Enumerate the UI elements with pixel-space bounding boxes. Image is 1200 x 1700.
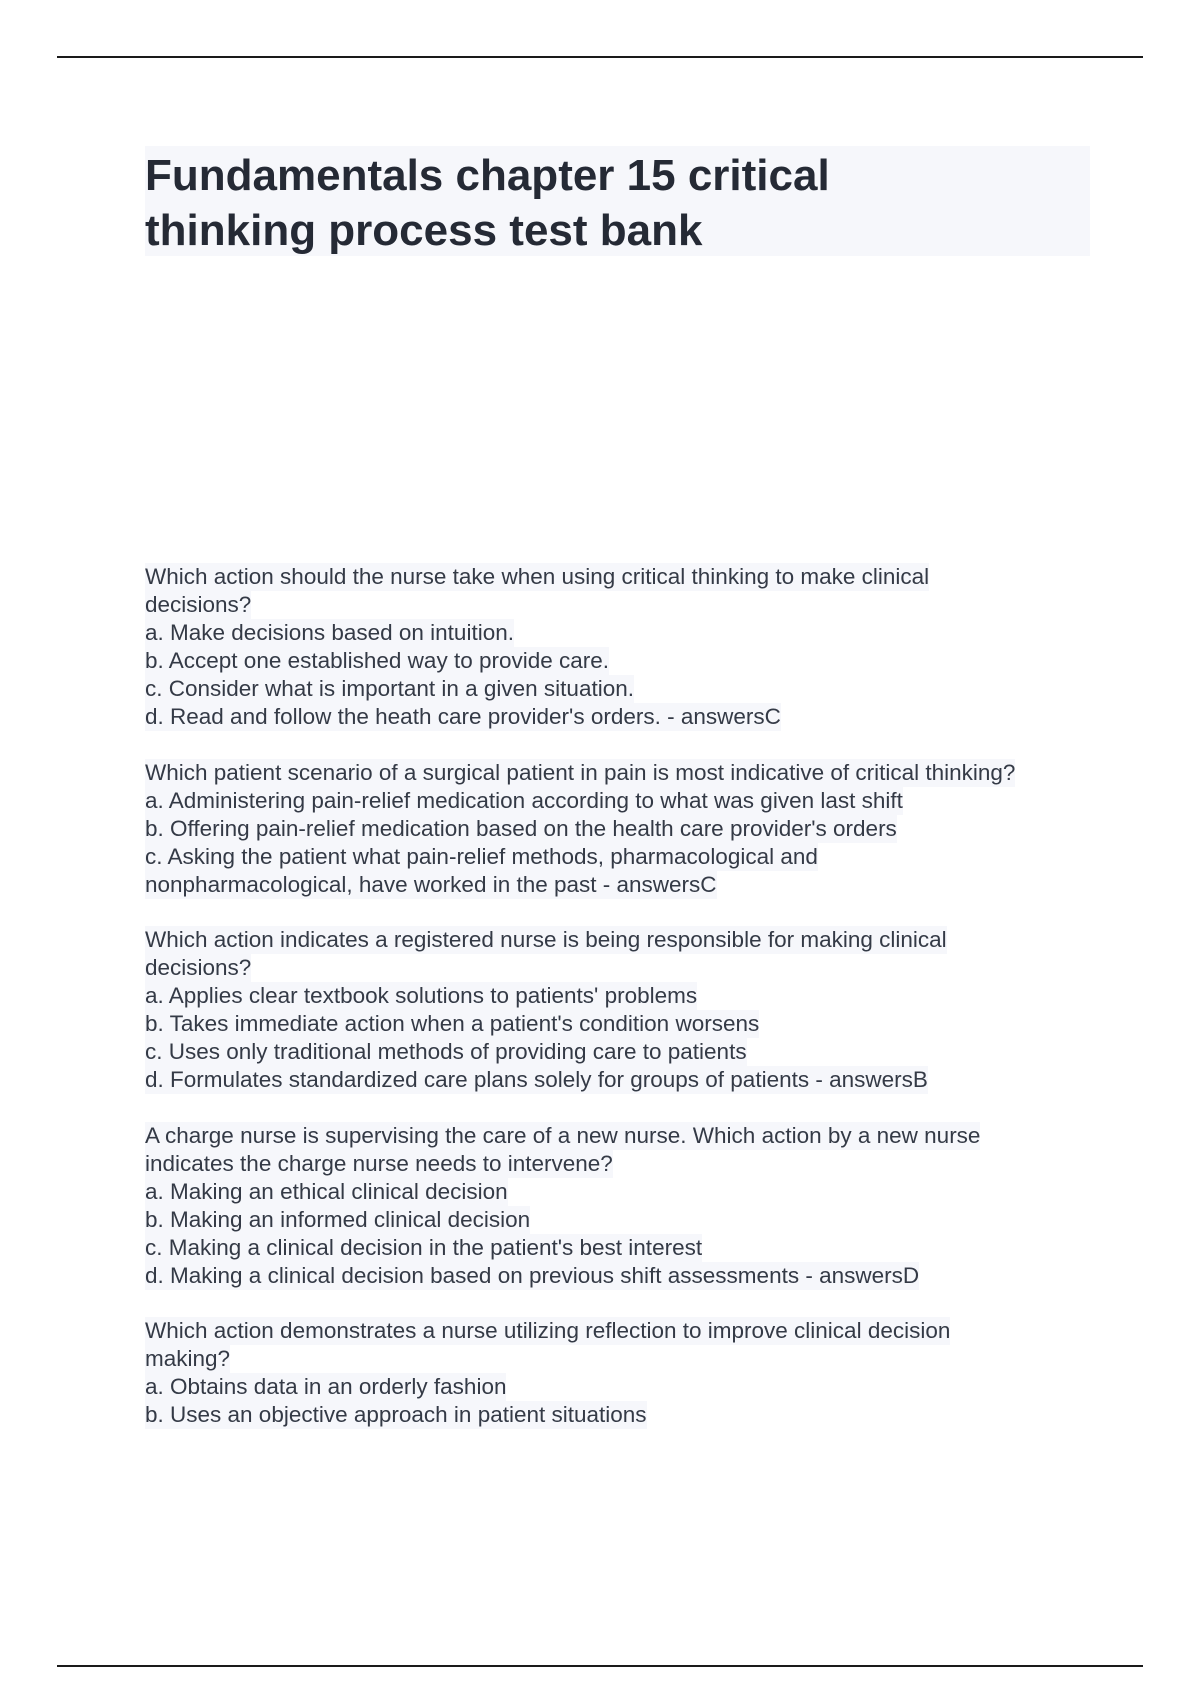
question-4-line-1: A charge nurse is supervising the care of a new nurse. Which action by a new nurse (145, 1122, 981, 1148)
question-1-option-d: d. Read and follow the heath care provider's orders. - answersC (145, 704, 781, 729)
question-4-option-d: d. Making a clinical decision based on previous shift assessments - answersD (145, 1262, 920, 1288)
question-3-line-2: decisions? (145, 955, 252, 980)
question-1-option-b: b. Accept one established way to provide care. (145, 648, 610, 673)
bottom-rule (57, 1665, 1143, 1667)
question-2-option-b: b. Offering pain-relief medication based on the health care provider's orders (145, 815, 897, 841)
question-4-option-c: c. Making a clinical decision in the patient's best interest (145, 1234, 703, 1260)
question-1-line-1: Which action should the nurse take when using critical thinking to make clinical (145, 564, 930, 589)
question-2-option-c-cont: nonpharmacological, have worked in the past - answersC (145, 871, 717, 897)
question-4-option-b: b. Making an informed clinical decision (145, 1206, 531, 1232)
question-1 (145, 563, 1095, 731)
question-2-line-1: Which patient scenario of a surgical patient in pain is most indicative of critical thinking? (145, 759, 1016, 785)
question-5-option-b: b. Uses an objective approach in patient situations (145, 1402, 647, 1427)
question-list (145, 563, 1095, 1457)
question-2-option-c: c. Asking the patient what pain-relief methods, pharmacological and (145, 843, 818, 869)
question-1-option-a: a. Make decisions based on intuition. (145, 620, 514, 645)
question-5-line-1: Which action demonstrates a nurse utilizing reflection to improve clinical decision (145, 1318, 951, 1343)
question-3-option-b: b. Takes immediate action when a patient's condition worsens (145, 1011, 760, 1036)
question-4-option-a: a. Making an ethical clinical decision (145, 1178, 508, 1204)
question-5-option-a: a. Obtains data in an orderly fashion (145, 1374, 507, 1399)
question-3-option-c: c. Uses only traditional methods of providing care to patients (145, 1039, 747, 1064)
question-4-line-2: indicates the charge nurse needs to intervene? (145, 1150, 613, 1176)
question-3-line-1: Which action indicates a registered nurse is being responsible for making clinical (145, 927, 947, 952)
title-line-2: thinking process test bank (145, 206, 703, 255)
question-5-line-2: making? (145, 1346, 231, 1371)
question-3-option-a: a. Applies clear textbook solutions to patients' problems (145, 983, 698, 1008)
question-1-option-c: c. Consider what is important in a given situation. (145, 676, 634, 701)
question-3-option-d: d. Formulates standardized care plans solely for groups of patients - answersB (145, 1067, 928, 1092)
question-4 (145, 1122, 1095, 1290)
title-block (145, 146, 1090, 256)
question-1-line-2: decisions? (145, 592, 252, 617)
question-2-option-a: a. Administering pain-relief medication according to what was given last shift (145, 787, 903, 813)
top-rule (57, 56, 1143, 58)
question-3 (145, 926, 1095, 1094)
document-title (145, 148, 1090, 258)
question-2 (145, 759, 1095, 899)
question-5 (145, 1317, 1095, 1429)
title-line-1: Fundamentals chapter 15 critical (145, 151, 830, 200)
